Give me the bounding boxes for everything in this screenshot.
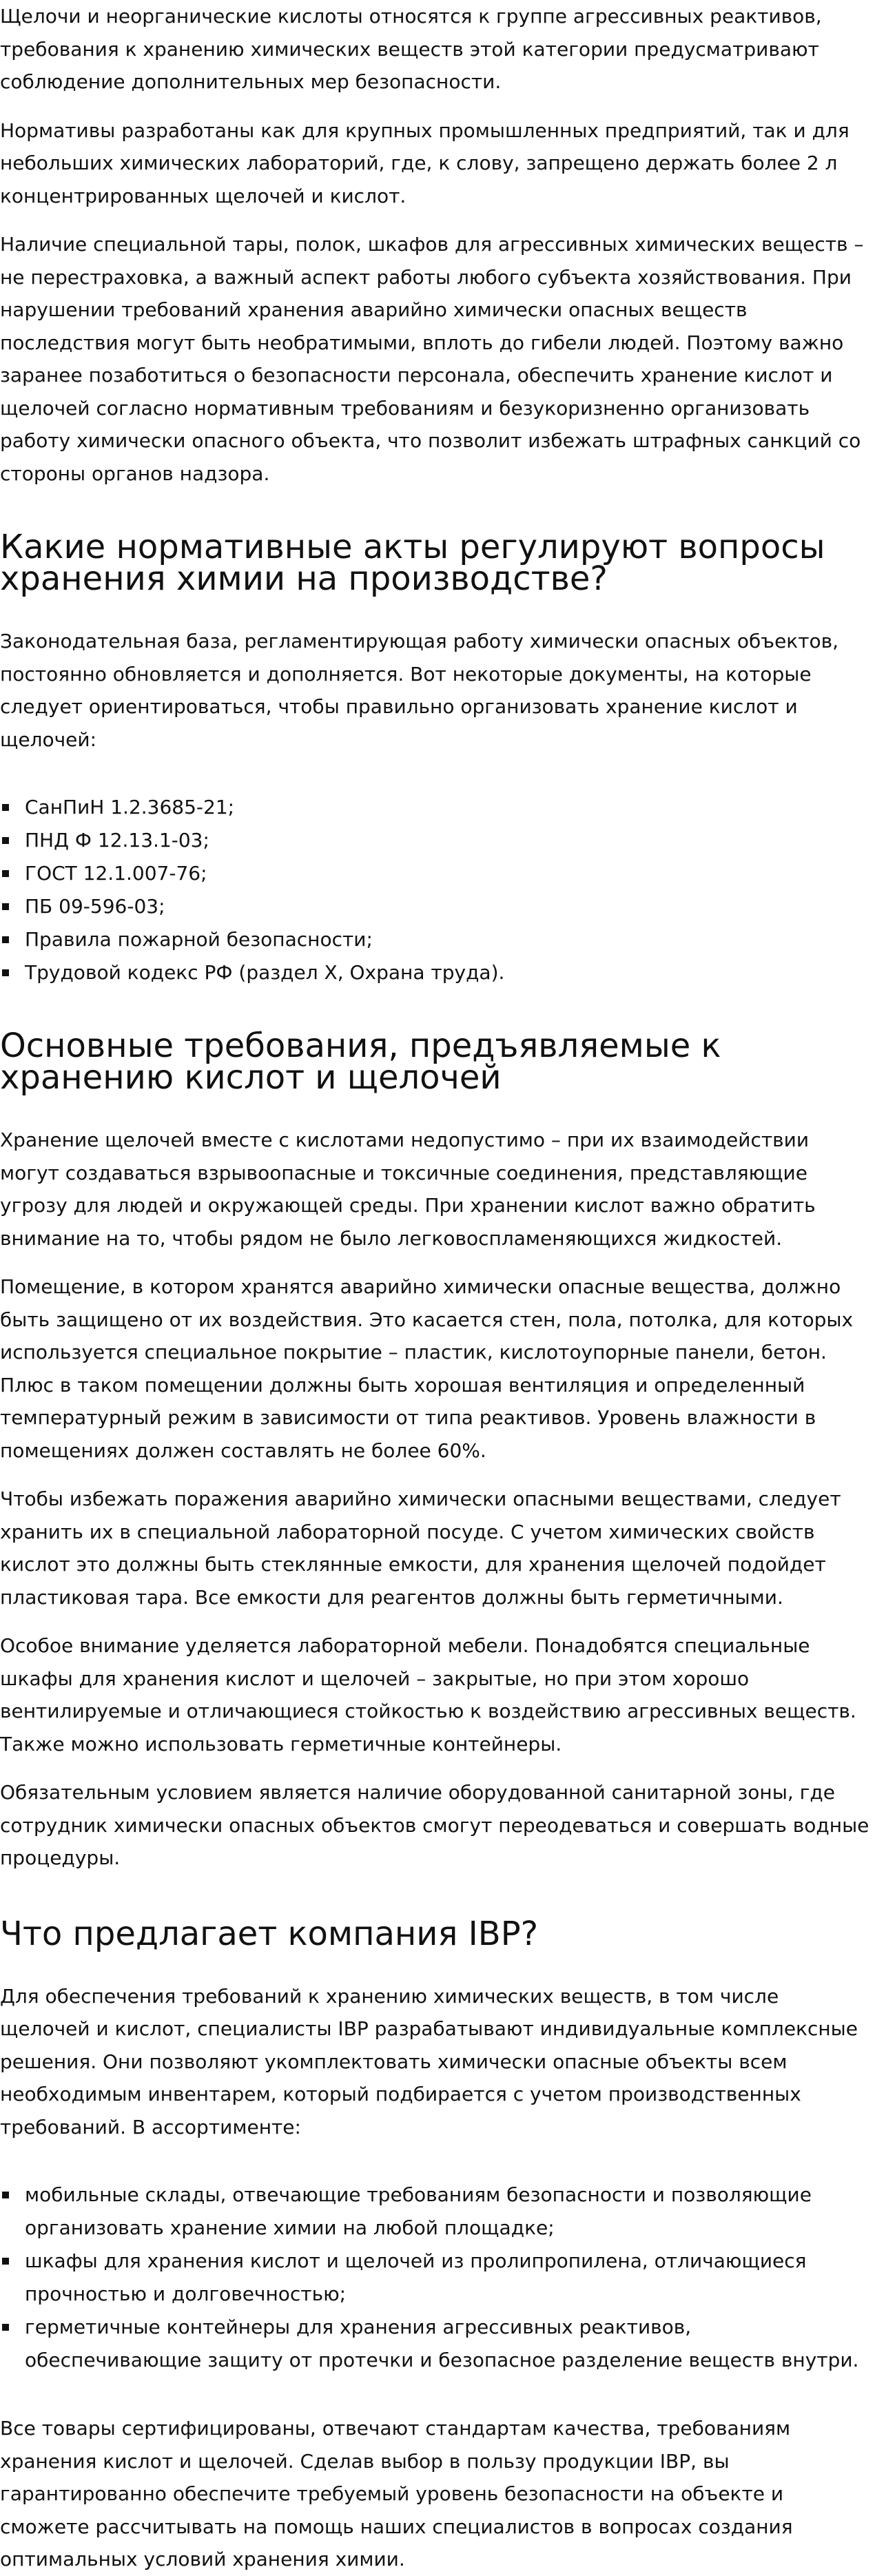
bullet-square-icon [2,969,9,976]
list-item-text: ПНД Ф 12.13.1-03; [25,829,209,852]
regulations-paragraph: Законодательная база, регламентирующая работу химически опасных объектов, постоянно обновляется и дополняется. Вот некоторые документы, на которые следует ориентироваться, чтобы правильно организовать хранение кислот и щелочей: [0,630,839,751]
list-item-text: СанПиН 1.2.3685-21; [25,796,235,818]
list-item-text: шкафы для хранения кислот и щелочей из пролипропилена, отличающиеся прочностью и долговечностью; [25,2249,807,2305]
section-heading-regulations: Какие нормативные акты регулируют вопросы хранения химии на производстве? [0,528,825,598]
requirements-paragraph-1: Хранение щелочей вместе с кислотами недопустимо – при их взаимодействии могут создаваться взрывоопасные и токсичные соединения, представляющие угрозу для людей и окружающей среды. При хранении кислот важно обратить внимание на то, чтобы рядом не было легковоспламеняющихся жидкостей. [0,1129,816,1250]
list-item-text: ГОСТ 12.1.007-76; [25,862,207,885]
requirements-paragraph-2: Помещение, в котором хранятся аварийно химически опасные вещества, должно быть защищено от их воздействия. Это касается стен, пола, потолка, для которых используется специальное покрытие – пластик, кислотоупорные панели, бетон. Плюс в таком помещении должны быть хорошая вентиляция и определенный температурный режим в зависимости от типа реактивов. Уровень влажности в помещениях должен составлять не более 60%. [0,1275,854,1462]
bullet-square-icon [2,903,9,910]
intro-paragraph-2: Нормативы разработаны как для крупных промышленных предприятий, так и для небольших химических лабораторий, где, к слову, запрещено держать более 2 л концентрированных щелочей и кислот. [0,119,850,207]
bullet-square-icon [2,936,9,943]
ibp-closing-paragraph: Все товары сертифицированы, отвечают стандартам качества, требованиям хранения кислот и щелочей. Сделав выбор в пользу продукции IBP, вы гарантированно обеспечите требуемый уровень безопасности на объекте и сможете рассчитывать на помощь наших специалистов в вопросах создания оптимальных условий хранения химии. [0,2417,793,2570]
list-item [0,824,874,857]
ibp-products-list [0,2178,874,2377]
list-item [0,2178,874,2245]
bullet-square-icon [2,837,9,844]
section-heading-requirements: Основные требования, предъявляемые к хранению кислот и щелочей [0,1027,721,1097]
bullet-square-icon [2,2192,9,2198]
list-item [0,890,874,923]
regulations-list [0,791,874,989]
list-item [0,2311,874,2377]
requirements-paragraph-4: Особое внимание уделяется лабораторной мебели. Понадобятся специальные шкафы для хранения кислот и щелочей – закрытые, но при этом хорошо вентилируемые и отличающиеся стойкостью к воздействию агрессивных веществ. Также можно использовать герметичные контейнеры. [0,1634,856,1755]
list-item [0,923,874,956]
bullet-square-icon [2,2324,9,2331]
intro-paragraph-3: Наличие специальной тары, полок, шкафов для агрессивных химических веществ – не перестраховка, а важный аспект работы любого субъекта хозяйствования. При нарушении требований хранения аварийно химически опасных веществ последствия могут быть необратимыми, вплоть до гибели людей. Поэтому важно заранее позаботиться о безопасности персонала, обеспечить хранение кислот и щелочей согласно нормативным требованиям и безукоризненно организовать работу химически опасного объекта, что позволит избежать штрафных санкций со стороны органов надзора. [0,233,864,485]
list-item-text: ПБ 09-596-03; [25,895,165,918]
bullet-square-icon [2,870,9,877]
list-item-text: Правила пожарной безопасности; [25,928,373,951]
requirements-paragraph-3: Чтобы избежать поражения аварийно химически опасными веществами, следует хранить их в специальной лабораторной посуде. С учетом химических свойств кислот это должны быть стеклянные емкости, для хранения щелочей подойдет пластиковая тара. Все емкости для реагентов должны быть герметичными. [0,1487,841,1609]
requirements-paragraph-5: Обязательным условием является наличие оборудованной санитарной зоны, где сотрудник химически опасных объектов смогут переодеваться и совершать водные процедуры. [0,1781,869,1869]
list-item [0,791,874,824]
section-heading-ibp-offer: Что предлагает компания IBP? [0,1914,539,1953]
bullet-square-icon [2,804,9,811]
bullet-square-icon [2,2258,9,2265]
list-item-text: Трудовой кодекс РФ (раздел X, Охрана труда). [25,961,505,984]
intro-paragraph-1: Щелочи и неорганические кислоты относятся к группе агрессивных реактивов, требования к хранению химических веществ этой категории предусматривают соблюдение дополнительных мер безопасности. [0,5,822,93]
list-item [0,857,874,890]
list-item [0,2245,874,2311]
list-item-text: герметичные контейнеры для хранения агрессивных реактивов, обеспечивающие защиту от протечки и безопасное разделение веществ внутри. [25,2316,859,2371]
list-item-text: мобильные склады, отвечающие требованиям безопасности и позволяющие организовать хранение химии на любой площадке; [25,2183,812,2239]
ibp-offer-paragraph: Для обеспечения требований к хранению химических веществ, в том числе щелочей и кислот, специалисты IBP разрабатывают индивидуальные комплексные решения. Они позволяют укомплектовать химически опасные объекты всем необходимым инвентарем, который подбирается с учетом производственных требований. В ассортименте: [0,1984,858,2139]
list-item [0,956,874,989]
